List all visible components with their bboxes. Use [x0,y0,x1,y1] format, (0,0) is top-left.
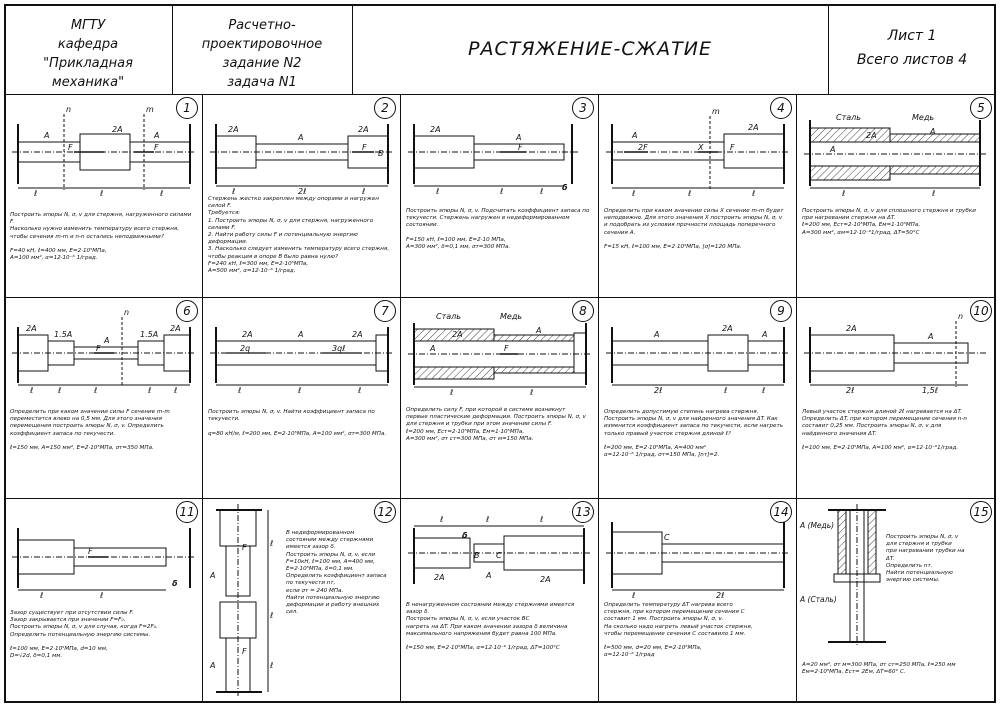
svg-text:ℓ: ℓ [270,539,274,548]
problem-card-9 [598,297,796,498]
assignment-line-1: Расчетно-проектировочное [201,18,323,52]
problem-number-15: 15 [970,501,992,523]
header-sep-3 [828,4,829,94]
svg-text:A: A [536,326,542,335]
svg-text:δ: δ [562,183,568,192]
svg-text:1,5ℓ: 1,5ℓ [922,386,939,395]
problem-2-diagram [202,94,400,204]
problem-number-14: 14 [770,501,792,523]
svg-text:B: B [474,551,480,560]
svg-text:F: F [242,647,247,656]
svg-text:2q: 2q [240,344,251,353]
sheet-total: Всего листов 4 [856,52,968,68]
svg-text:C: C [664,533,670,542]
svg-text:ℓ: ℓ [30,386,34,395]
svg-text:ℓ: ℓ [238,386,242,395]
problem-card-13 [400,498,598,703]
svg-text:A (Медь): A (Медь) [800,521,835,530]
svg-text:ℓ: ℓ [500,187,504,196]
problem-number-7: 7 [374,300,396,322]
svg-text:ℓ: ℓ [540,187,544,196]
svg-text:B: B [378,149,384,158]
svg-text:n: n [124,308,130,317]
svg-text:2A: 2A [866,131,877,140]
problem-card-4 [598,94,796,297]
svg-text:A: A [632,131,638,140]
svg-text:A: A [930,127,936,136]
svg-text:2A: 2A [430,125,441,134]
svg-text:A: A [44,131,50,140]
university: МГТУ [70,18,106,33]
page-title: РАСТЯЖЕНИЕ-СЖАТИЕ [468,38,712,60]
problem-text-1: Построить эпюры N, σ, v для стержня, нагруженного силами F. Насколько нужно изменить температуру всего стержня, чтобы сечения m-m и n-n остались неподвижными? F=40 кН, ℓ=400 мм, E=2·10⁵МПа, A=100 мм², α=12·10⁻⁶ 1/град. [10,212,192,262]
problem-3-diagram [400,94,598,204]
svg-text:A: A [104,336,110,345]
svg-text:F: F [504,344,509,353]
svg-text:A: A [210,661,216,670]
svg-text:ℓ: ℓ [270,611,274,620]
svg-text:2ℓ: 2ℓ [716,591,725,598]
svg-text:A: A [830,145,836,154]
problem-text-9: Определить допустимую степень нагрева стержня. Построить эпюры N, σ, v для найденного значения ΔT. Как изменится коэффициент запаса по текучести, если нагреть только правый участок стержня длиной ℓ? ℓ=200 мм, E=2·10⁵МПа, A=400 мм² α=12·10⁻⁶ 1/град, σт=150 МПа, [nт]=2. [604,409,784,459]
header-sheet-block [830,24,994,72]
svg-text:2ℓ: 2ℓ [846,386,855,395]
problem-text-4: Определить при каком значении силы X сечение m-m будет неподвижно. Для этого значения X построить эпюры N, σ, v и подобрать из условия прочности площадь поперечного сечения A. F=15 кН, ℓ=100 мм, E=2·10⁵МПа, [σ]=120 МПа. [604,208,784,251]
problem-card-3 [400,94,598,297]
svg-text:C: C [496,551,502,560]
problem-1-diagram [4,94,202,204]
problem-text-3: Построить эпюры N, σ, v. Подсчитать коэффициент запаса по текучести. Стержень нагружен в недеформированном состоянии. F=150 кН, ℓ=100 мм, E=2·10 МПа, A=300 мм², δ=0,1 мм, σт=300 МПа. [406,208,590,251]
svg-text:ℓ: ℓ [174,386,178,395]
svg-text:A: A [654,330,660,339]
svg-text:ℓ: ℓ [762,386,766,395]
svg-text:F: F [242,543,247,552]
problem-number-8: 8 [572,300,594,322]
svg-text:F: F [88,547,93,556]
svg-text:A: A [154,131,160,140]
svg-text:2A: 2A [228,125,239,134]
svg-text:A: A [298,133,304,142]
problem-number-4: 4 [770,97,792,119]
svg-text:A: A [762,330,768,339]
svg-text:2A: 2A [170,324,181,333]
problem-number-1: 1 [176,97,198,119]
problem-7-diagram [202,297,400,397]
svg-text:ℓ: ℓ [298,386,302,395]
svg-text:2A: 2A [846,324,857,333]
svg-text:ℓ: ℓ [94,386,98,395]
svg-text:Медь: Медь [912,113,935,122]
problem-number-2: 2 [374,97,396,119]
svg-text:ℓ: ℓ [160,189,164,198]
svg-text:3qℓ: 3qℓ [332,344,346,353]
svg-text:δ: δ [462,531,468,540]
problem-4-diagram [598,94,796,204]
problem-8-diagram [400,297,598,397]
assignment-line-2: задание N2 [222,56,302,71]
problem-text-7: Построить эпюры N, σ, v. Найти коэффициент запаса по текучести. q=80 кН/м, ℓ=200 мм, E=2·10⁵МПа, A=100 мм², σт=300 МПа. [208,409,387,437]
svg-text:ℓ: ℓ [688,189,692,198]
svg-text:A: A [486,571,492,580]
problem-card-7 [202,297,400,498]
svg-text:ℓ: ℓ [752,189,756,198]
svg-text:2A: 2A [358,125,369,134]
svg-text:2ℓ: 2ℓ [298,187,307,196]
problem-card-12 [202,498,400,703]
svg-text:ℓ: ℓ [724,386,728,395]
svg-text:ℓ: ℓ [232,187,236,196]
problem-5-diagram [796,94,996,204]
problem-text-13: В ненагруженном состоянии между стержнями имеется зазор δ. Построить эпюры N, σ, v, если участок BC нагреть на ΔT. При каком значении зазора δ величина максимального напряжения будет равна 100 МПа. ℓ=150 мм, E=2·10⁵МПа, α=12·10⁻⁶ 1/град, ΔT=100°C [406,602,575,652]
svg-text:2A: 2A [434,573,445,582]
problem-text-11: Зазор существует при отсутствии силы F. Зазор закрывается при значении F=F₀. Построить эпюры N, σ, v для случая, когда F=2F₀. Определить потенциальную энергию системы. ℓ=100 мм, E=2·10⁵МПа, d=10 мм, D=√2d, δ=0,1 мм. [10,610,158,660]
svg-text:2A: 2A [748,123,759,132]
svg-text:2ℓ: 2ℓ [654,386,663,395]
sheet-number: Лист 1 [887,28,937,44]
svg-text:A: A [210,571,216,580]
svg-text:F: F [362,143,367,152]
svg-text:m: m [146,105,154,114]
svg-text:ℓ: ℓ [540,515,544,524]
problem-number-12: 12 [374,501,396,523]
problem-card-8 [400,297,598,498]
svg-text:2A: 2A [352,330,363,339]
svg-text:F: F [730,143,735,152]
problem-number-9: 9 [770,300,792,322]
svg-text:A: A [298,330,304,339]
problem-text-6: Определить при каком значении силы F сечение m-m переместится влево на 0,5 мм. Для этого значения перемещения построить эпюры N, σ, v. Определить коэффициент запаса по текучести. ℓ=150 мм, A=150 мм², E=2·10⁵МПа, σт=350 МПа. [10,409,170,452]
problem-text-15: Построить эпюры N, σ, v для стержня и трубки при нагревании трубки на ΔT. Определить nт. Найти потенциальную энергию системы. [886,534,965,584]
problem-6-diagram [4,297,202,397]
svg-text:2A: 2A [540,575,551,584]
svg-text:F: F [68,143,73,152]
problem-text-12: В недеформированном состоянии между стержнями имеется зазор δ. Построить эпюры N, σ, v, если F=10кН, ℓ=100 мм, A=400 мм, E=2·10⁵МПа, δ=0,1 мм. Определить коэффициент запаса по текучести nт, если σт = 240 МПа. Найти потенциальную энергию деформации и работу внешних сил. [286,530,387,616]
problem-10-diagram [796,297,996,397]
svg-text:ℓ: ℓ [632,189,636,198]
svg-text:2A: 2A [722,324,733,333]
problem-11-diagram [4,498,202,598]
svg-text:ℓ: ℓ [100,189,104,198]
header-sep-1 [172,4,173,94]
svg-text:Сталь: Сталь [836,113,861,122]
svg-text:ℓ: ℓ [632,591,636,598]
problem-number-13: 13 [572,501,594,523]
svg-text:2A: 2A [452,330,463,339]
problem-card-2 [202,94,400,297]
problem-card-11 [4,498,202,703]
svg-text:ℓ: ℓ [358,386,362,395]
svg-text:ℓ: ℓ [100,591,104,598]
problem-number-10: 10 [970,300,992,322]
svg-text:A: A [516,133,522,142]
assignment-line-3: задача N1 [227,75,297,90]
svg-text:ℓ: ℓ [530,388,534,397]
svg-text:2A: 2A [112,125,123,134]
svg-text:1.5A: 1.5A [54,330,73,339]
problem-card-5 [796,94,996,297]
svg-text:ℓ: ℓ [842,189,846,198]
problem-text-15-data: A=20 мм², σт м=300 МПа, σт ст=250 МПа, ℓ=250 мм Eм=2·10⁵МПа, Eст= 2Eм, ΔT=60° C. [802,662,956,676]
svg-text:Сталь: Сталь [436,312,461,321]
department: кафедра [57,37,119,52]
svg-text:A: A [928,332,934,341]
svg-text:ℓ: ℓ [450,388,454,397]
svg-text:ℓ: ℓ [270,661,274,670]
svg-text:ℓ: ℓ [436,187,440,196]
problem-card-15 [796,498,996,703]
problem-number-11: 11 [176,501,198,523]
svg-text:2A: 2A [242,330,253,339]
svg-text:F: F [96,344,101,353]
svg-text:ℓ: ℓ [40,591,44,598]
svg-text:Медь: Медь [500,312,523,321]
svg-text:δ: δ [172,579,178,588]
svg-text:ℓ: ℓ [34,189,38,198]
svg-text:ℓ: ℓ [58,386,62,395]
svg-text:ℓ: ℓ [440,515,444,524]
problem-9-diagram [598,297,796,397]
problem-number-6: 6 [176,300,198,322]
svg-text:m: m [712,107,720,116]
svg-text:A: A [430,344,436,353]
svg-text:2F: 2F [638,143,648,152]
svg-text:F: F [518,143,523,152]
svg-text:F: F [154,143,159,152]
problem-14-diagram [598,498,796,598]
problem-13-diagram [400,498,598,598]
department-name: "Прикладная механика" [43,56,133,90]
svg-text:X: X [698,143,704,152]
problem-number-5: 5 [970,97,992,119]
header-university-block [6,16,170,92]
problem-card-14 [598,498,796,703]
problem-text-2: Стержень жестко закреплен между опорами и нагружен силой F. Требуется: 1. Построить эпюры N, σ, v для стержня, нагруженного силами F. 2. Найти работу силы F и потенциальную энергию деформации. 3. Насколько следует изменить температуру всего стержня, чтобы реакция в опоре B было равна нулю? F=240 кН, ℓ=300 мм, E=2·10⁵МПа, A=500 мм², α=12·10⁻⁶ 1/град. [208,196,390,275]
problem-text-14: Определить температуру ΔT нагрева всего стержня, при котором перемещение сечения C составит 1 мм. Построить эпюры N, σ, v. На сколько надо нагреть левый участок стержня, чтобы перемещение сечения C составило 1 мм. ℓ=500 мм, d=20 мм, E=2·10⁵МПа, α=12·10⁻⁶ 1/град [604,602,753,659]
problem-card-6 [4,297,202,498]
svg-text:n: n [958,312,964,321]
problem-text-10: Левый участок стержня длиной 2ℓ нагревается на ΔT. Определить ΔT, при котором перемещение сечения n-n составит 0,25 мм. Построить эпюры N, σ, v для найденного значения ΔT. ℓ=100 мм, E=2·10⁵МПа, A=100 мм², α=12·10⁻⁶1/град. [802,409,967,452]
svg-text:n: n [66,105,72,114]
svg-text:A (Сталь): A (Сталь) [800,595,837,604]
problem-text-5: Построить эпюры N, σ, v для сплошного стержня и трубки при нагревании стержня на ΔT. ℓ=200 мм, Eст=2·10⁵МПа, Eм=1·10⁵МПа, A=300 мм², αм=12·10⁻⁶1/град, ΔT=50°C [802,208,976,236]
problem-number-3: 3 [572,97,594,119]
problem-card-10 [796,297,996,498]
svg-text:ℓ: ℓ [932,189,936,198]
svg-text:ℓ: ℓ [486,515,490,524]
problem-text-8: Определить силу F, при которой в системе возникнут первые пластические деформации. Построить эпюры N, σ, v для стержня и трубки при этом значении силы F. ℓ=200 мм, Eст=2·10⁵МПа, Eм=1·10⁵МПа, A=300 мм², σт ст=300 МПа, σт м=150 МПа. [406,407,586,442]
svg-text:2A: 2A [26,324,37,333]
svg-text:ℓ: ℓ [362,187,366,196]
problem-card-1 [4,94,202,297]
header-assignment-block [174,16,350,92]
svg-text:ℓ: ℓ [148,386,152,395]
svg-text:1.5A: 1.5A [140,330,159,339]
